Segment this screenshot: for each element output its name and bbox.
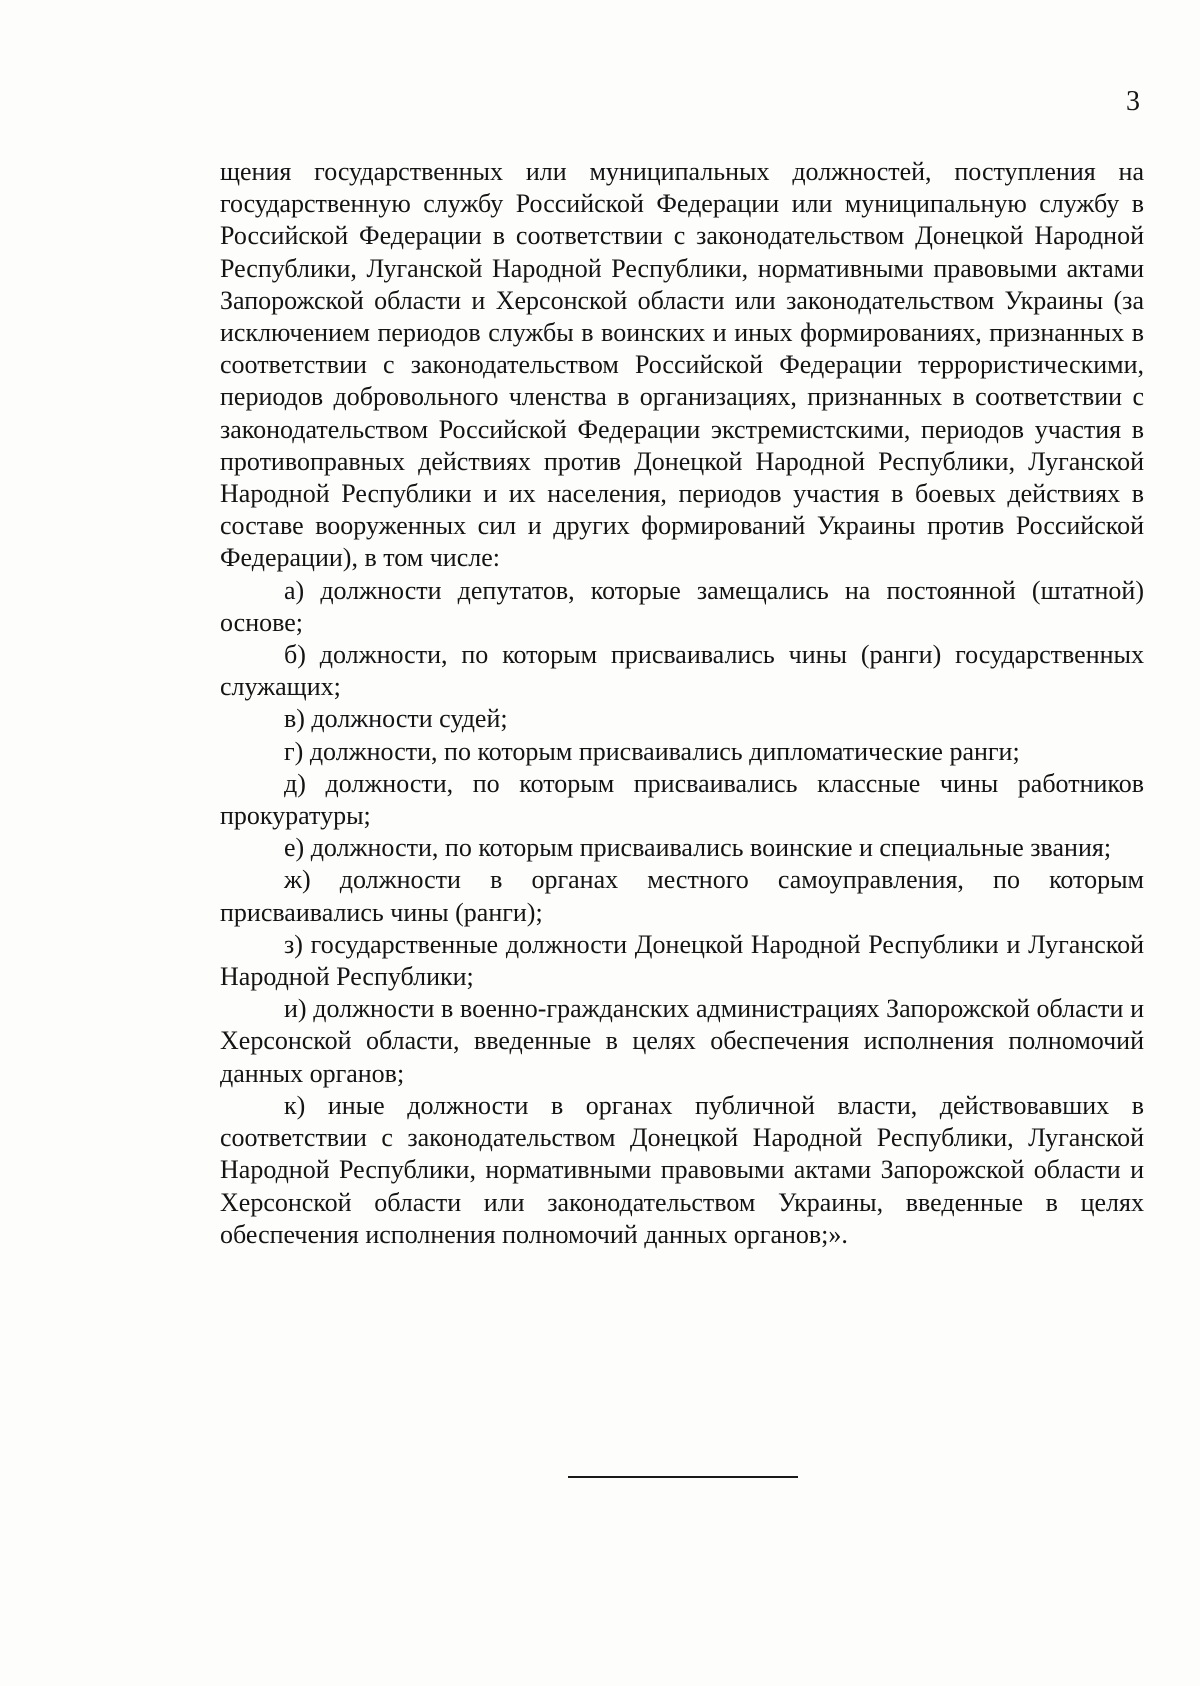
list-item-g: г) должности, по которым присваивались дипломатические ранги; [284,736,1020,766]
list-item-zh: ж) должности в органах местного самоуправления, по которым присваивались чины (ранги); [220,865,1144,927]
list-item-b: б) должности, по которым присваивались чины (ранги) государственных служащих; [220,640,1144,702]
list-item-k: к) иные должности в органах публичной власти, действовавших в соответствии с законодательством Донецкой Народной Республики, Луганской Народной Республики, нормативными правовыми актами Запорожской области и Херсонской области или законодательством Украины, введенные в целях обеспечения исполнения полномочий данных органов;». [220,1090,1144,1249]
end-separator-line [568,1476,798,1478]
list-item-e: е) должности, по которым присваивались воинские и специальные звания; [284,833,1112,863]
list-item-d: д) должности, по которым присваивались классные чины работников прокуратуры; [220,768,1144,831]
page-number: 3 [1126,86,1140,117]
document-body [220,156,1144,1251]
list-item-a: а) должности депутатов, которые замещались на постоянной (штатной) основе; [220,575,1144,637]
intro-paragraph: щения государственных или муниципальных должностей, поступления на государственную службу Российской Федерации или муниципальную службу в Российской Федерации в соответствии с законодательством Донецкой Народной Республики, Луганской Народной Республики, нормативными правовыми актами Запорожской области и Херсонской области или законодательством Украины (за исключением периодов службы в воинских и иных формированиях, признанных в соответствии с законодательством Российской Федерации террористическими, периодов добровольного членства в организациях, признанных в соответствии с законодательством Российской Федерации экстремистскими, периодов участия в противоправных действиях против Донецкой Народной Республики, Луганской Народной Республики и их населения, периодов участия в боевых действиях в составе вооруженных сил и других формирований Украины против Российской Федерации), в том числе: [220,157,1144,573]
list-item-i: и) должности в военно-гражданских администрациях Запорожской области и Херсонской области, введенные в целях обеспечения исполнения полномочий данных органов; [220,994,1144,1088]
list-item-v: в) должности судей; [284,704,508,734]
list-item-z: з) государственные должности Донецкой Народной Республики и Луганской Народной Республики; [220,929,1144,992]
